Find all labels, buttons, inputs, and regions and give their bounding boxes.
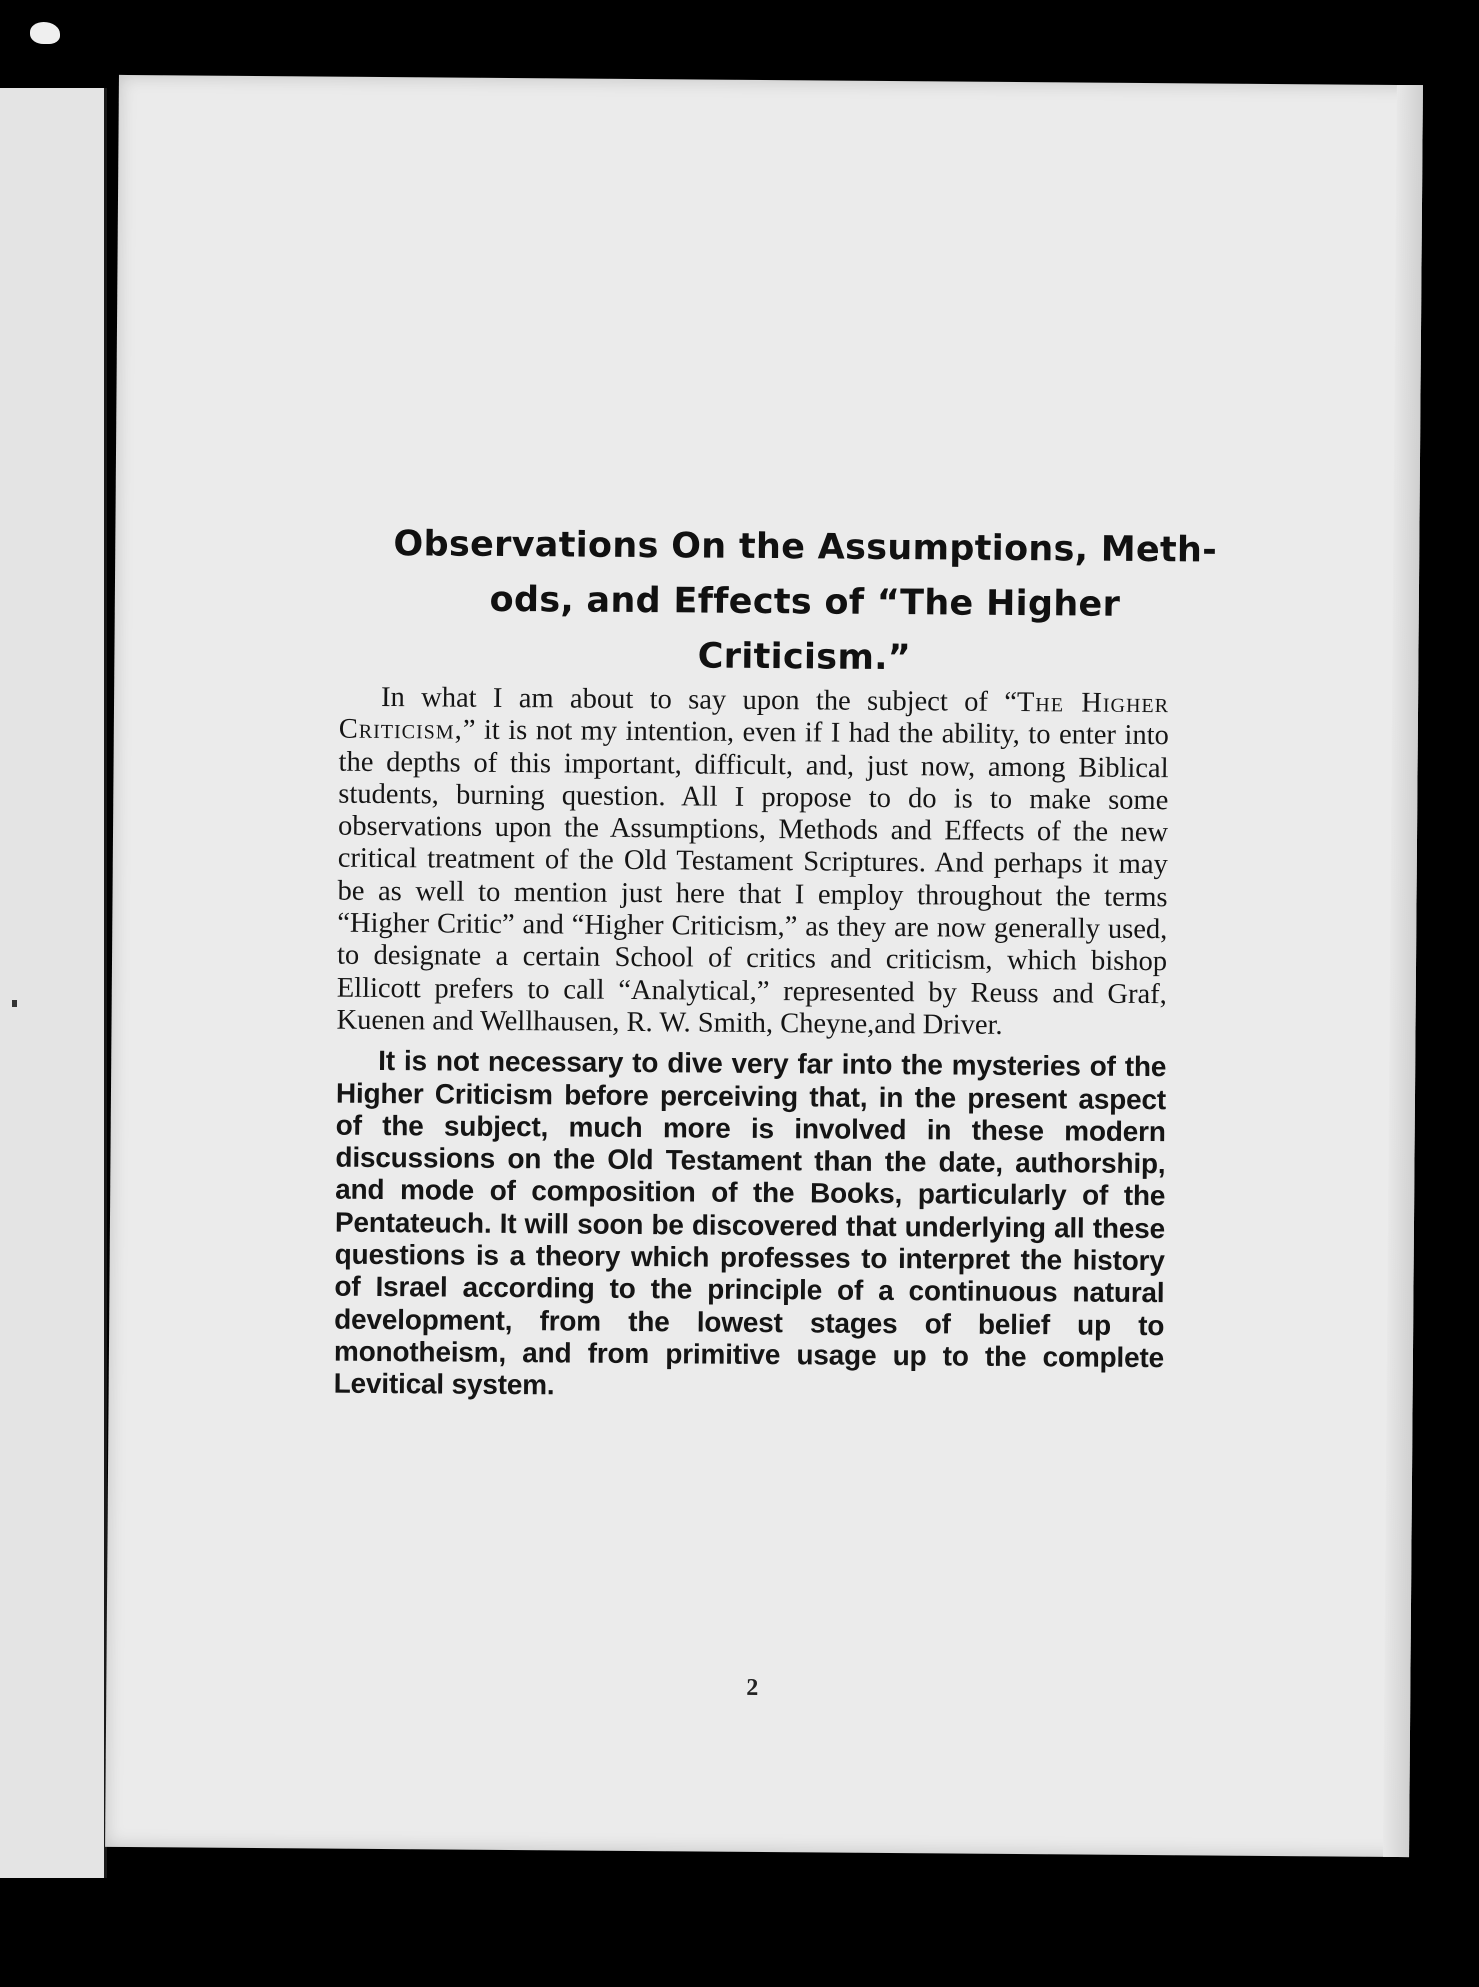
title-line-1: Observations On the Assumptions, Meth- bbox=[393, 524, 1218, 571]
page-edge-shadow bbox=[1383, 85, 1423, 1857]
page-number: 2 bbox=[746, 1674, 759, 1701]
scan-speck bbox=[12, 1000, 17, 1007]
body-text bbox=[334, 682, 1170, 1415]
paragraph-1-rest: ” it is not my intention, even if I had the ability, to enter into the depths of this important, difficult, and, just now, among Biblical students, burning question. All I propose to do is to make some observations upon the Assumptions, Methods and Effects of the new critical treatment of the Old Testament Scriptures. And perhaps it may be as well to mention just here that I employ throughout the terms “Higher Critic” and “Higher Criticism,” as they are now generally used, to designate a certain School of critics and criticism, which bishop Ellicott prefers to call “Analytical,” represented by Reuss and Graf, Kuenen and Wellhausen, R. W. Smith, Cheyne,and Driver. bbox=[336, 714, 1169, 1041]
title-line-3: Criticism.” bbox=[697, 636, 912, 679]
paragraph-1-smallcaps: The Higher Criticism, bbox=[338, 686, 1170, 746]
paragraph-1-lead: In what I am about to say upon the subject of “ bbox=[380, 681, 1018, 718]
title-line-2: ods, and Effects of “The Higher bbox=[489, 579, 1121, 625]
scan-blot bbox=[30, 22, 60, 44]
page-title bbox=[384, 517, 1225, 689]
paragraph-2: It is not necessary to dive very far into the mysteries of the Higher Criticism before perceiving that, in the present aspect of the subject, much more is involved in these modern discussions on the Old Testament than the date, authorship, and mode of composition of the Books, particularly of the Pentateuch. It will soon be discovered that underlying all these questions is a theory which professes to interpret the history of Israel according to the principle of a continuous natural development, from the lowest stages of belief up to monotheism, and from primitive usage up to the complete Levitical system. bbox=[333, 1045, 1167, 1401]
previous-page-edge bbox=[0, 88, 107, 1878]
document-page bbox=[105, 75, 1423, 1857]
paragraph-1 bbox=[336, 682, 1169, 1044]
